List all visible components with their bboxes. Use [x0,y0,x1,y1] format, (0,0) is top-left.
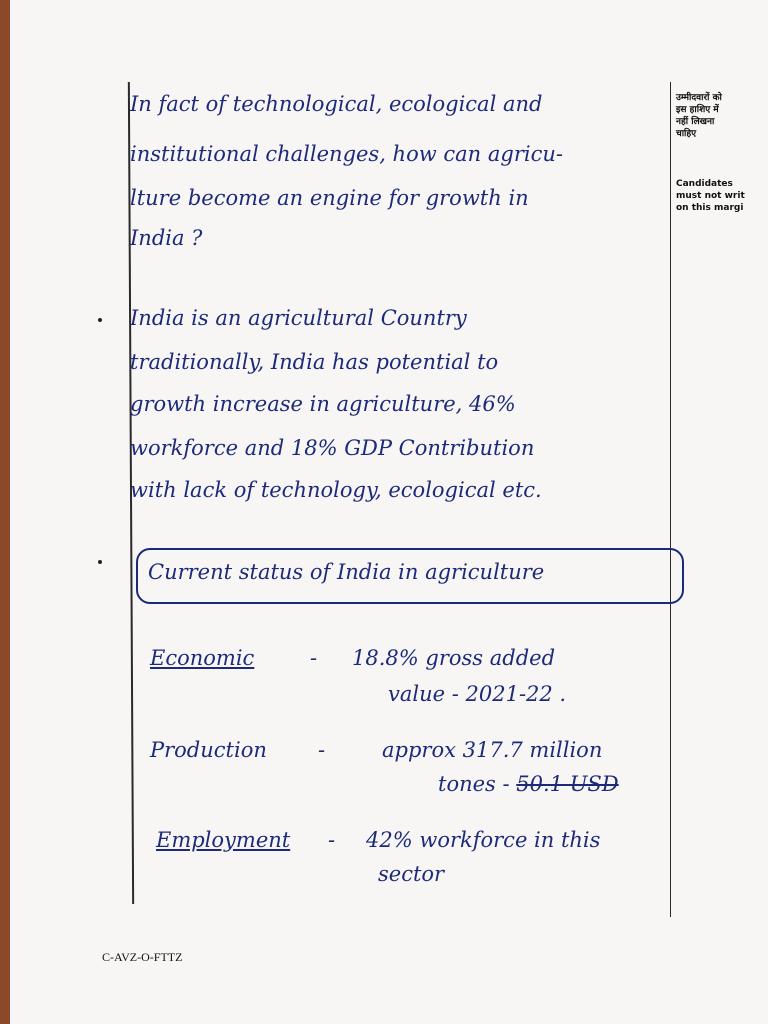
intro-line-1: India is an agricultural Country [130,306,467,330]
right-margin-line [670,82,671,917]
struck-text: 50.1 USD [516,772,619,796]
item-employment-line-2: sector [378,862,445,886]
item-label-economic: Economic [150,646,255,670]
item-dash: - [328,828,336,852]
question-line-4: India ? [130,226,203,250]
bullet-dot [98,560,102,564]
intro-line-2: traditionally, India has potential to [130,350,499,374]
answer-sheet [10,0,768,1024]
margin-note-english: Candidates must not writ on this margi [676,179,745,213]
item-dash: - [318,738,326,762]
item-employment-line-1: 42% workforce in this [366,828,601,852]
question-line-2: institutional challenges, how can agricu- [130,142,563,166]
item-production-line-2: tones - 50.1 USD [438,772,619,796]
sheet-code: C-AVZ-O-FTTZ [102,950,183,964]
margin-note-hindi: उम्मीदवारों को इस हाशिए में नहीं लिखना चाहिए [676,93,722,139]
question-line-3: lture become an engine for growth in [130,186,529,210]
intro-line-5: with lack of technology, ecological etc. [130,478,542,502]
item-production-line-1: approx 317.7 million [382,738,603,762]
question-line-1: In fact of technological, ecological and [130,92,543,116]
section-heading: Current status of India in agriculture [148,560,545,584]
item-label-production: Production [150,738,267,762]
bullet-dot [98,318,102,322]
item-label-employment: Employment [156,828,291,852]
item-economic-line-1: 18.8% gross added [352,646,556,670]
item-dash: - [310,646,318,670]
intro-line-3: growth increase in agriculture, 46% [130,392,516,416]
item-economic-line-2: value - 2021-22 . [388,682,567,706]
intro-line-4: workforce and 18% GDP Contribution [130,436,535,460]
